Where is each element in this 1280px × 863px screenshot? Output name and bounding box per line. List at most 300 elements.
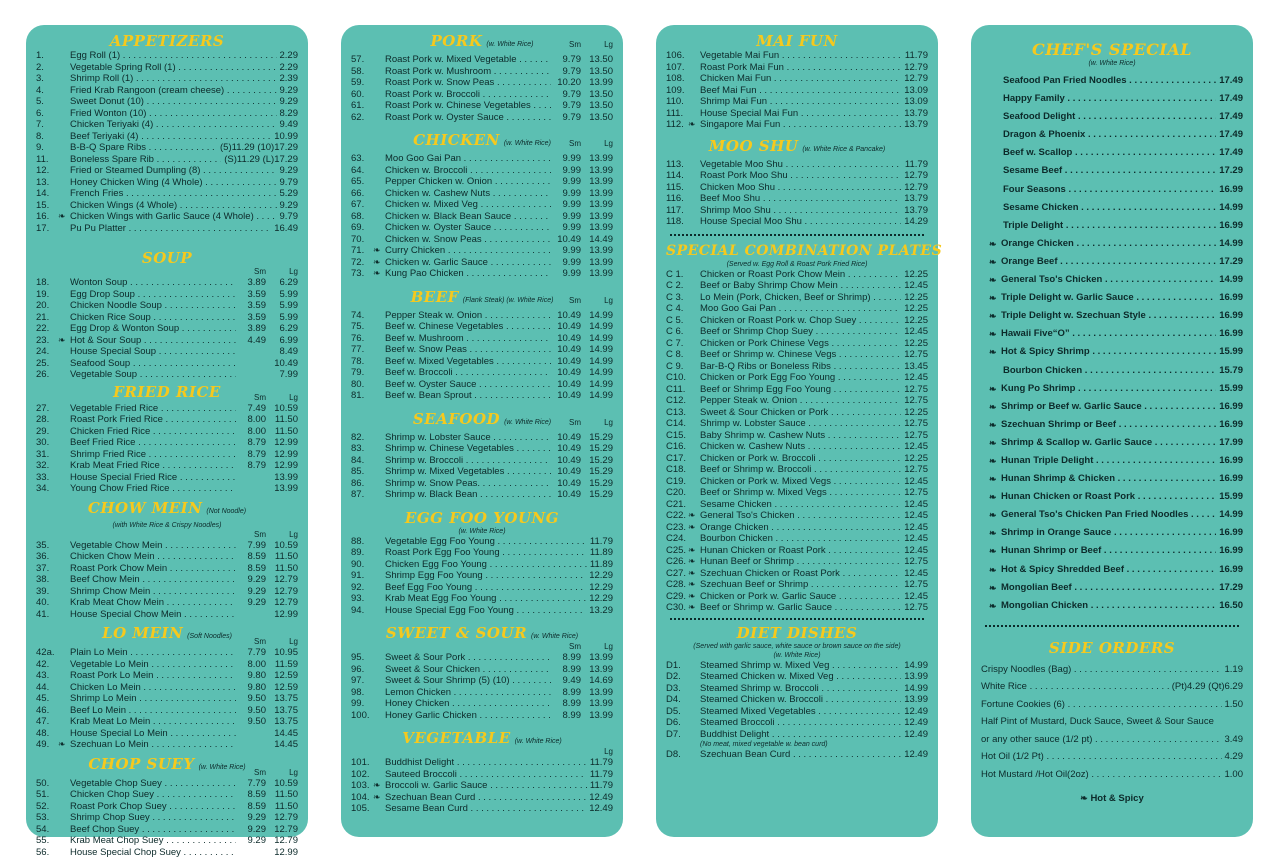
list-item xyxy=(666,487,928,499)
list-item xyxy=(36,460,298,472)
list-item xyxy=(36,647,298,659)
item-number: 109. xyxy=(666,84,685,96)
item-price-small: 10.20 xyxy=(557,77,581,88)
item-price: 12.45 xyxy=(904,326,928,337)
list-item xyxy=(981,748,1243,766)
item-number: C24. xyxy=(666,533,687,544)
item-number: 92. xyxy=(351,581,365,593)
item-name: Seafood Pan Fried Noodles . . . xyxy=(1003,72,1216,90)
item-price: 9.29 xyxy=(279,165,298,176)
item-name: Honey Chicken . . . xyxy=(385,698,551,710)
item-price: 15.99 xyxy=(1219,491,1243,503)
item-name: Szechuan Bean Curd . . . xyxy=(385,792,586,804)
item-price-large: 12.99 xyxy=(274,846,298,858)
item-number: 83. xyxy=(351,443,365,454)
item-name: Chicken Wings with Garlic Sauce (4 Whole) . . . xyxy=(70,211,277,223)
item-name: Sweet Donut (10) . . . xyxy=(70,96,277,108)
item-name: Orange Chicken . . . xyxy=(700,522,901,534)
item-name: Shrimp Roll (1) . . . xyxy=(70,73,277,85)
item-price-large: 13.99 xyxy=(589,222,613,233)
item-price: 12.25 xyxy=(904,314,928,326)
item-name: Hawaii Five“O” . . . xyxy=(1001,325,1216,343)
item-name: Vegetable Egg Foo Young . . . xyxy=(385,536,587,548)
item-name: Shrimp w. Black Bean . . . xyxy=(385,489,551,501)
item-price: 16.99 xyxy=(1219,400,1243,412)
item-name: Hot & Spicy Shredded Beef . . . xyxy=(1001,561,1216,579)
hot-spicy-icon: ❧ xyxy=(688,602,696,612)
item-name: Steamed Chicken w. Broccoli . . . xyxy=(700,694,901,706)
item-number: 30. xyxy=(36,437,50,448)
item-number: C21. xyxy=(666,498,687,510)
list-item xyxy=(351,593,613,605)
item-name: Egg Drop Soup . . . xyxy=(70,289,236,301)
item-price-large: 12.79 xyxy=(274,835,298,846)
item-price-large: 12.99 xyxy=(274,437,298,448)
list-item xyxy=(666,182,928,194)
list-item xyxy=(351,344,613,356)
item-name: Chicken Moo Shu . . . xyxy=(700,182,901,194)
item-price-large: 5.99 xyxy=(279,311,298,323)
item-name: Broccoli w. Garlic Sauce . . . xyxy=(385,780,587,792)
item-number: 25. xyxy=(36,357,50,369)
item-name: Dragon & Phoenix . . . xyxy=(1003,126,1216,144)
item-number: 103. xyxy=(351,780,370,791)
list-item xyxy=(36,693,298,705)
hot-spicy-icon: ❧ xyxy=(688,119,696,129)
item-price: 9.49 xyxy=(279,119,298,130)
chow-mein-list xyxy=(36,540,298,621)
item-price-large: 11.50 xyxy=(274,789,298,800)
item-price-large: 5.99 xyxy=(279,288,298,300)
section-title-mai-fun: MAI FUN xyxy=(756,32,838,50)
item-number: 15. xyxy=(36,199,50,211)
list-item xyxy=(666,717,928,729)
item-price-small xyxy=(236,346,266,358)
sweetsour-sm-header: Sm xyxy=(569,642,581,651)
item-number: 93. xyxy=(351,593,365,604)
item-price: 16.99 xyxy=(1219,219,1243,231)
item-number: 50. xyxy=(36,777,50,789)
item-price: 12.75 xyxy=(904,579,928,590)
item-name: Beef w. Mushroom . . . xyxy=(385,333,551,345)
section-title-chow-mein: CHOW MEIN xyxy=(87,498,203,517)
item-name: Chicken w. Cashew Nuts . . . xyxy=(385,188,551,200)
list-item xyxy=(351,188,613,200)
item-name: Steamed Shrimp w. Mixed Veg . . . xyxy=(700,660,901,672)
item-price: 16.49 xyxy=(274,222,298,234)
list-item xyxy=(36,369,298,381)
chicken-lg-header: Lg xyxy=(604,139,613,148)
item-price: 13.99 xyxy=(904,694,928,705)
item-price-large: 13.99 xyxy=(589,709,613,721)
list-item xyxy=(351,757,613,769)
item-number: 69. xyxy=(351,222,365,233)
item-number: 105. xyxy=(351,803,370,814)
item-price-large: 13.99 xyxy=(589,164,613,176)
item-number: 75. xyxy=(351,321,365,332)
list-item xyxy=(666,292,928,304)
item-price-small: 10.49 xyxy=(557,466,581,477)
item-price: 12.79 xyxy=(904,170,928,181)
soup-sm-header: Sm xyxy=(254,267,266,276)
item-name: Honey Garlic Chicken . . . xyxy=(385,710,551,722)
list-item xyxy=(36,73,298,85)
list-item xyxy=(36,177,298,189)
item-number: C 2. xyxy=(666,280,684,291)
item-price: 3.49 xyxy=(1224,733,1243,745)
item-name: Beef w. Bean Sprout . . . xyxy=(385,390,551,402)
item-name: Beef or Shrimp w. Chinese Vegs . . . xyxy=(700,349,901,361)
item-name: Buddhist Delight . . . xyxy=(700,729,901,741)
item-name: Seafood Delight . . . xyxy=(1003,108,1216,126)
chefs-special-sub: (w. White Rice) xyxy=(1088,60,1136,67)
item-price: 10.99 xyxy=(274,130,298,142)
list-item xyxy=(666,326,928,338)
menu-panel-3 xyxy=(656,25,943,837)
item-price-small: 10.49 xyxy=(557,489,581,500)
list-item xyxy=(351,112,613,124)
item-price: 12.25 xyxy=(904,303,928,314)
item-number: 65. xyxy=(351,176,365,187)
item-name: Shrimp Egg Foo Young . . . xyxy=(385,570,586,582)
sweet-sour-note: (w. White Rice) xyxy=(531,633,579,640)
item-price-small xyxy=(236,369,266,381)
item-price-small: 8.99 xyxy=(562,652,581,663)
item-number: 12. xyxy=(36,165,50,176)
item-price-large: 13.50 xyxy=(589,88,613,100)
list-item xyxy=(36,483,298,495)
list-item xyxy=(666,108,928,120)
list-item xyxy=(981,235,1243,253)
list-item xyxy=(351,792,613,804)
list-item xyxy=(36,472,298,484)
list-item xyxy=(666,361,928,373)
item-name: Shrimp w. Broccoli . . . xyxy=(385,455,551,467)
item-name: Beef or Shrimp w. Broccoli . . . xyxy=(700,464,901,476)
soup-lg-header: Lg xyxy=(289,267,298,276)
item-name: Roast Pork w. Oyster Sauce . . . xyxy=(385,112,551,124)
item-number: 58. xyxy=(351,65,365,77)
item-number: 54. xyxy=(36,823,50,835)
item-name: Plain Lo Mein . . . xyxy=(70,647,236,659)
item-name: Shrimp w. Mixed Vegetables . . . xyxy=(385,466,551,478)
list-item xyxy=(981,380,1243,398)
item-price: 12.25 xyxy=(904,268,928,280)
item-number: C 7. xyxy=(666,337,684,349)
item-number: 26. xyxy=(36,369,50,380)
item-name: Szechuan Lo Mein . . . xyxy=(70,739,236,751)
item-price: 12.45 xyxy=(904,533,928,544)
item-number: 48. xyxy=(36,727,50,739)
list-item xyxy=(981,126,1243,144)
item-number: 80. xyxy=(351,378,365,390)
item-number: 68. xyxy=(351,210,365,222)
item-number: 115. xyxy=(666,181,684,193)
item-name: Beef or Shrimp Chop Suey . . . xyxy=(700,326,901,338)
item-price: 16.50 xyxy=(1219,599,1243,611)
item-price: 16.99 xyxy=(1219,545,1243,557)
item-price-small: 7.99 xyxy=(247,539,266,551)
item-name: Beef Chow Mein . . . xyxy=(70,574,236,586)
list-item xyxy=(981,398,1243,416)
list-item xyxy=(981,452,1243,470)
list-item xyxy=(351,769,613,781)
item-price: 12.75 xyxy=(904,383,928,395)
item-number: 41. xyxy=(36,608,50,620)
list-item xyxy=(981,470,1243,488)
item-price-large: 10.59 xyxy=(274,777,298,789)
item-number: C19. xyxy=(666,475,687,487)
item-name: House Special Chow Mein . . . xyxy=(70,609,236,621)
item-name: Chicken w. Oyster Sauce . . . xyxy=(385,222,551,234)
item-price: 14.99 xyxy=(1219,274,1243,286)
chicken-note: (w. White Rice) xyxy=(503,140,551,147)
list-item xyxy=(351,664,613,676)
list-item xyxy=(351,222,613,234)
item-number: C30. xyxy=(666,602,687,613)
item-number: 52. xyxy=(36,800,50,812)
friedrice-sm-header: Sm xyxy=(254,392,266,402)
item-name: Chicken or Roast Pork Chow Mein . . . xyxy=(700,269,901,281)
list-item xyxy=(36,728,298,740)
item-price-large: 13.99 xyxy=(589,176,613,187)
list-item xyxy=(36,108,298,120)
list-item xyxy=(351,54,613,66)
item-number: C13. xyxy=(666,406,687,418)
item-name: Beef w. Oyster Sauce . . . xyxy=(385,379,551,391)
item-price-small: 9.29 xyxy=(247,812,266,823)
item-price: 12.75 xyxy=(904,395,928,406)
item-price-large: 13.50 xyxy=(589,111,613,123)
list-item xyxy=(666,170,928,182)
item-number: 55. xyxy=(36,835,50,846)
item-number: 89. xyxy=(351,547,365,558)
list-item xyxy=(666,395,928,407)
item-number: 88. xyxy=(351,535,365,547)
item-price: 12.49 xyxy=(904,705,928,717)
item-price: 14.29 xyxy=(904,216,928,227)
item-number: 107. xyxy=(666,61,685,73)
item-name: House Special Fried Rice . . . xyxy=(70,472,236,484)
item-price-large: 12.79 xyxy=(274,585,298,597)
hot-spicy-icon: ❧ xyxy=(688,556,696,566)
list-item xyxy=(351,245,613,257)
section-title-pork: PORK xyxy=(430,32,483,50)
beef-sm-header: Sm xyxy=(569,295,581,305)
chicken-list xyxy=(351,153,613,280)
item-number: C 6. xyxy=(666,326,684,337)
list-item xyxy=(666,660,928,672)
item-name: Vegetable Moo Shu . . . xyxy=(700,159,902,171)
item-price: 12.75 xyxy=(904,602,928,613)
list-item xyxy=(36,609,298,621)
item-price-small: 10.49 xyxy=(557,355,581,367)
item-name: Chicken or Pork w. Garlic Sauce . . . xyxy=(700,591,901,603)
item-price-large: 13.99 xyxy=(589,245,613,256)
list-item xyxy=(351,390,613,402)
section-title-side-orders: SIDE ORDERS xyxy=(1048,638,1176,657)
list-item xyxy=(36,847,298,859)
item-number: 81. xyxy=(351,390,365,401)
item-number: 95. xyxy=(351,652,365,663)
item-number: D5. xyxy=(666,705,681,717)
item-number: 35. xyxy=(36,539,50,551)
item-price-small xyxy=(236,728,266,740)
hot-spicy-icon: ❧ xyxy=(688,567,696,578)
item-name: Beef Fried Rice . . . xyxy=(70,437,236,449)
item-number: 2. xyxy=(36,61,44,73)
hot-spicy-icon: ❧ xyxy=(989,528,997,539)
item-price: 13.99 xyxy=(904,671,928,682)
section-title-moo-shu: MOO SHU xyxy=(708,136,799,155)
item-price-large: 13.99 xyxy=(274,483,298,494)
item-price: 12.75 xyxy=(904,429,928,441)
section-title-diet: DIET DISHES xyxy=(736,623,858,642)
item-price: 11.79 xyxy=(904,158,928,170)
item-price: 12.45 xyxy=(904,498,928,510)
item-price: 12.75 xyxy=(904,556,928,567)
item-price: 17.99 xyxy=(1219,436,1243,448)
item-price-large: 11.59 xyxy=(274,658,298,670)
hot-spicy-icon: ❧ xyxy=(989,455,997,466)
item-name: Chicken w. Snow Peas . . . xyxy=(385,234,551,246)
sweetsour-lg-header: Lg xyxy=(604,642,613,651)
chow-mein-note: (Not Noodle) xyxy=(206,507,247,515)
list-item xyxy=(36,312,298,324)
beef-lg-header: Lg xyxy=(604,295,613,305)
item-price: 17.49 xyxy=(1219,147,1243,159)
pork-sm-header: Sm xyxy=(569,40,581,49)
item-price-large: 12.79 xyxy=(274,812,298,823)
item-price-large: 13.50 xyxy=(589,54,613,65)
item-number: 34. xyxy=(36,483,50,494)
item-price: 11.79 xyxy=(589,535,613,547)
item-number: 49. xyxy=(36,739,50,750)
item-name: Beef Egg Foo Young . . . xyxy=(385,582,586,594)
combination-list xyxy=(666,269,928,614)
item-number: 94. xyxy=(351,604,365,616)
item-name: Beef w. Snow Peas . . . xyxy=(385,344,551,356)
section-title-chefs-special: CHEF'S SPECIAL xyxy=(1031,40,1193,59)
item-name: Steamed Chicken w. Mixed Veg . . . xyxy=(700,671,901,683)
hot-spicy-icon: ❧ xyxy=(688,579,696,589)
item-name: Vegetable Mai Fun . . . xyxy=(700,50,902,62)
list-item xyxy=(666,476,928,488)
item-name: Sweet & Sour Chicken or Pork . . . xyxy=(700,407,901,419)
item-number: 78. xyxy=(351,355,365,367)
item-name: Krab Meat Lo Mein . . . xyxy=(70,716,236,728)
hot-spicy-icon: ❧ xyxy=(989,546,997,557)
item-number: 66. xyxy=(351,187,365,199)
item-number: 60. xyxy=(351,88,365,100)
item-name: Shrimp w. Lobster Sauce . . . xyxy=(385,432,551,444)
item-name: Sauteed Broccoli . . . xyxy=(385,769,587,781)
list-item xyxy=(666,671,928,683)
egg-foo-young-sub: (w. White Rice) xyxy=(458,527,506,535)
list-item xyxy=(666,418,928,430)
item-name: Pepper Chicken w. Onion . . . xyxy=(385,176,551,188)
item-number: 61. xyxy=(351,100,365,111)
item-price: 17.49 xyxy=(1219,75,1243,86)
list-item xyxy=(36,211,298,223)
moo-shu-note: (w. White Rice & Pancake) xyxy=(802,145,886,153)
item-name: Krab Meat Chop Suey . . . xyxy=(70,835,236,847)
item-number: C16. xyxy=(666,441,687,452)
item-number: 106. xyxy=(666,50,685,61)
item-number: 16. xyxy=(36,211,50,222)
item-name: Roast Pork w. Chinese Vegetables . . . xyxy=(385,100,551,112)
pork-list xyxy=(351,54,613,123)
list-item xyxy=(351,570,613,582)
list-item xyxy=(666,269,928,281)
item-price: 12.75 xyxy=(904,349,928,360)
list-item xyxy=(351,559,613,571)
list-item xyxy=(981,506,1243,524)
list-item xyxy=(351,310,613,322)
item-name: Beef w. Broccoli . . . xyxy=(385,367,551,379)
item-price-large: 13.99 xyxy=(589,199,613,210)
item-name: House Special Chop Suey . . . xyxy=(70,847,236,859)
item-number: C 5. xyxy=(666,314,684,326)
item-price: 12.29 xyxy=(589,570,613,581)
item-price: 12.79 xyxy=(904,181,928,193)
item-price-large: 7.99 xyxy=(279,369,298,380)
item-price-large: 13.99 xyxy=(589,210,613,222)
item-number: 71. xyxy=(351,245,365,256)
item-price: 11.89 xyxy=(589,547,613,558)
item-price: 14.99 xyxy=(1219,201,1243,213)
list-item xyxy=(36,716,298,728)
list-item xyxy=(351,489,613,501)
item-price-small: 9.99 xyxy=(562,268,581,279)
item-price: 14.99 xyxy=(1219,237,1243,249)
item-name: General Tso's Chicken . . . xyxy=(700,510,901,522)
hot-spicy-icon: ❧ xyxy=(1080,793,1088,804)
item-number: 19. xyxy=(36,288,50,300)
vegetable-list xyxy=(351,757,613,815)
item-price-large: 10.49 xyxy=(274,357,298,369)
item-number: 4. xyxy=(36,84,44,96)
item-name: Roast Pork Moo Shu . . . xyxy=(700,170,901,182)
item-name: Pu Pu Platter . . . xyxy=(70,223,271,235)
item-number: D2. xyxy=(666,671,681,682)
item-name: Shrimp or Beef w. Garlic Sauce . . . xyxy=(1001,398,1216,416)
item-name: House Special Mai Fun . . . xyxy=(700,108,901,120)
item-price-small: 8.99 xyxy=(562,663,581,675)
item-price: 17.49 xyxy=(1219,93,1243,105)
item-price: 17.29 xyxy=(1219,581,1243,593)
list-item xyxy=(36,346,298,358)
hot-spicy-icon: ❧ xyxy=(989,275,997,286)
item-price-large: 6.99 xyxy=(279,334,298,346)
item-price: 14.99 xyxy=(904,682,928,694)
list-item xyxy=(36,437,298,449)
item-price: 13.79 xyxy=(904,204,928,216)
item-name: Egg Drop & Wonton Soup . . . xyxy=(70,323,236,335)
item-name: General Tso's Chicken Pan Fried Noodles . . . xyxy=(1001,506,1216,524)
item-price-large: 13.99 xyxy=(589,77,613,88)
list-item xyxy=(981,108,1243,126)
item-price: 12.25 xyxy=(904,337,928,349)
item-price: 17.29 xyxy=(1219,255,1243,267)
diet-d7-note: (No meat, mixed vegetable w. bean curd) xyxy=(700,741,828,748)
beef-list xyxy=(351,310,613,402)
section-title-egg-foo-young: EGG FOO YOUNG xyxy=(404,508,560,527)
list-item xyxy=(36,358,298,370)
list-item xyxy=(36,119,298,131)
item-name: Triple Delight w. Szechuan Style . . . xyxy=(1001,307,1216,325)
item-price-small: 9.80 xyxy=(247,670,266,681)
